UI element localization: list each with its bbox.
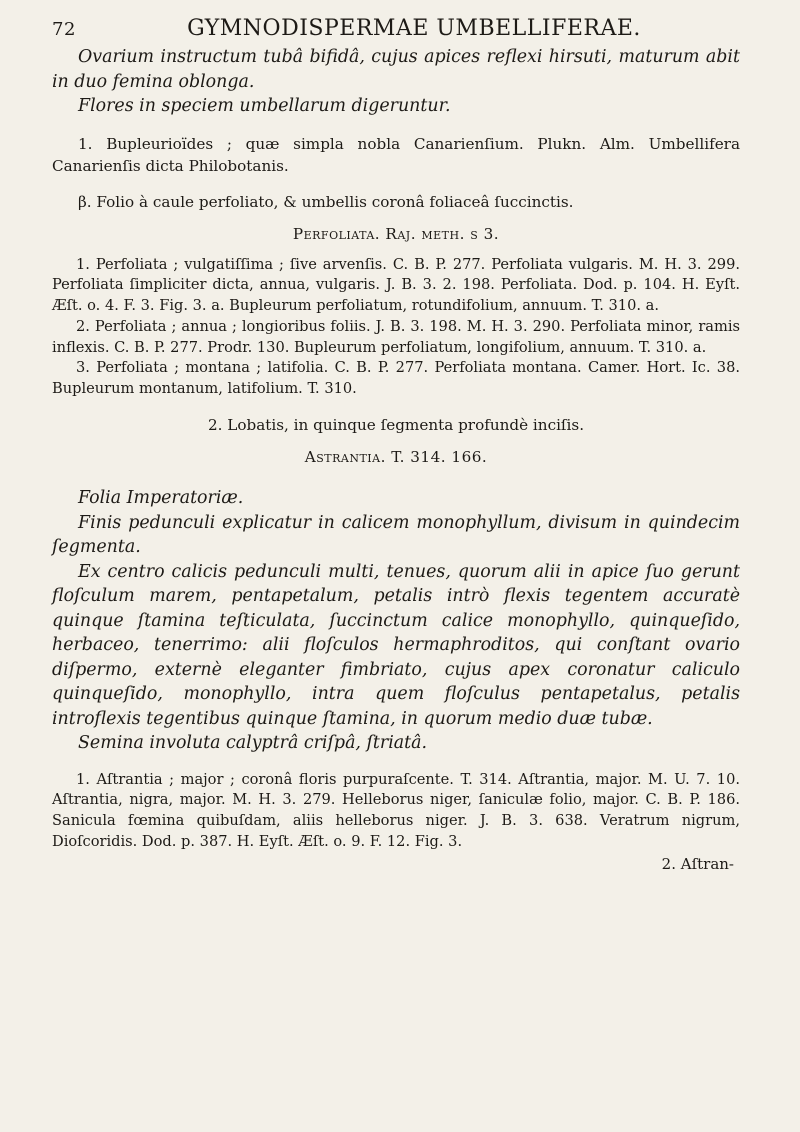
intro-description (52, 45, 740, 119)
catchword: 2. Aſtran- (661, 854, 734, 873)
species-entry: 1. Aſtrantia ; major ; coronâ floris purpuraſcente. T. 314. Aſtrantia, major. M. U. 7. 10. Aſtrantia, nigra, major. M. H. 3. 279. Helleborus niger, ſaniculæ folio, major. C. B. P. 186. Sanicula fœmina quibuſdam, aliis helleborus niger. J. B. 3. 638. Veratrum nigrum, Dioſcoridis. Dod. p. 387. H. Eyſt. Æſt. o. 9. F. 12. Fig. 3. (52, 770, 740, 850)
genus-heading: Perfoliata. Raj. meth. ſ 3. (292, 224, 500, 243)
species-entry: 3. Perfoliata ; montana ; latifolia. C. B. P. 277. Perfoliata montana. Camer. Hort. Ic. 38. Bupleurum montanum, latifolium. T. 310. (52, 359, 740, 398)
running-title: GYMNODISPERMAE UMBELLIFERAE. (187, 16, 641, 41)
page-header (52, 16, 740, 41)
variety-beta: β. Folio à caule perfoliato, & umbellis coronâ foliaceâ ſuccinctis. (78, 192, 574, 211)
description-para: Ex centro calicis pedunculi multi, tenues, quorum alii in apice ſuo gerunt floſculum marem, pentapetalum, petalis intrò flexis tegentem accuratè quinque ſtamina teſticulata, ſuccinctum calice monophyllo, quinqueſido, herbaceo, tenerrimo: alii floſculos hermaphroditos, qui conſtant ovario diſpermo, externè eleganter fimbriato, cujus apex coronatur caliculo quinqueſido, monophyllo, intra quem floſculus pentapetalus, petalis introflexis tegentibus quinque ſtamina, in quorum medio duæ tubæ. (52, 561, 740, 729)
section-heading: 2. Lobatis, in quinque ſegmenta profundè inciſis. (207, 416, 585, 435)
intro-line: Flores in speciem umbellarum digeruntur. (78, 96, 451, 116)
genus-description (52, 486, 740, 756)
species-entry: 1. Bupleurioïdes ; quæ simpla nobla Canarienſium. Plukn. Alm. Umbellifera Canarienſis dicta Philobotanis. (52, 134, 740, 175)
description-para: Finis pedunculi explicatur in calicem monophyllum, divisum in quindecim ſegmenta. (52, 512, 740, 558)
intro-line: Ovarium instructum tubâ bifidâ, cujus apices reflexi hirsuti, maturum abit in duo femina oblonga. (52, 47, 740, 92)
genus-heading: Astrantia. T. 314. 166. (304, 448, 488, 467)
description-para: Semina involuta calyptrâ criſpâ, ſtriatâ. (78, 733, 428, 754)
species-entry: 1. Perfoliata ; vulgatiſſima ; ſive arvenſis. C. B. P. 277. Perfoliata vulgaris. M. H. 3. 299. Perfoliata ſimpliciter dicta, annua, vulgaris. J. B. 3. 2. 198. Perfoliata. Dod. p. 104. H. Eyſt. Æſt. o. 4. F. 3. Fig. 3. a. Bupleurum perfoliatum, rotundifolium, annuum. T. 310. a. (52, 255, 740, 315)
page-number: 72 (52, 19, 76, 40)
description-heading: Folia Imperatoriæ. (78, 488, 244, 509)
perfoliata-list (52, 255, 740, 401)
species-entry: 2. Perfoliata ; annua ; longioribus foliis. J. B. 3. 198. M. H. 3. 290. Perfoliata minor, ramis inflexis. C. B. P. 277. Prodr. 130. Bupleurum perfoliatum, longifolium, annuum. T. 310. a. (52, 317, 740, 356)
